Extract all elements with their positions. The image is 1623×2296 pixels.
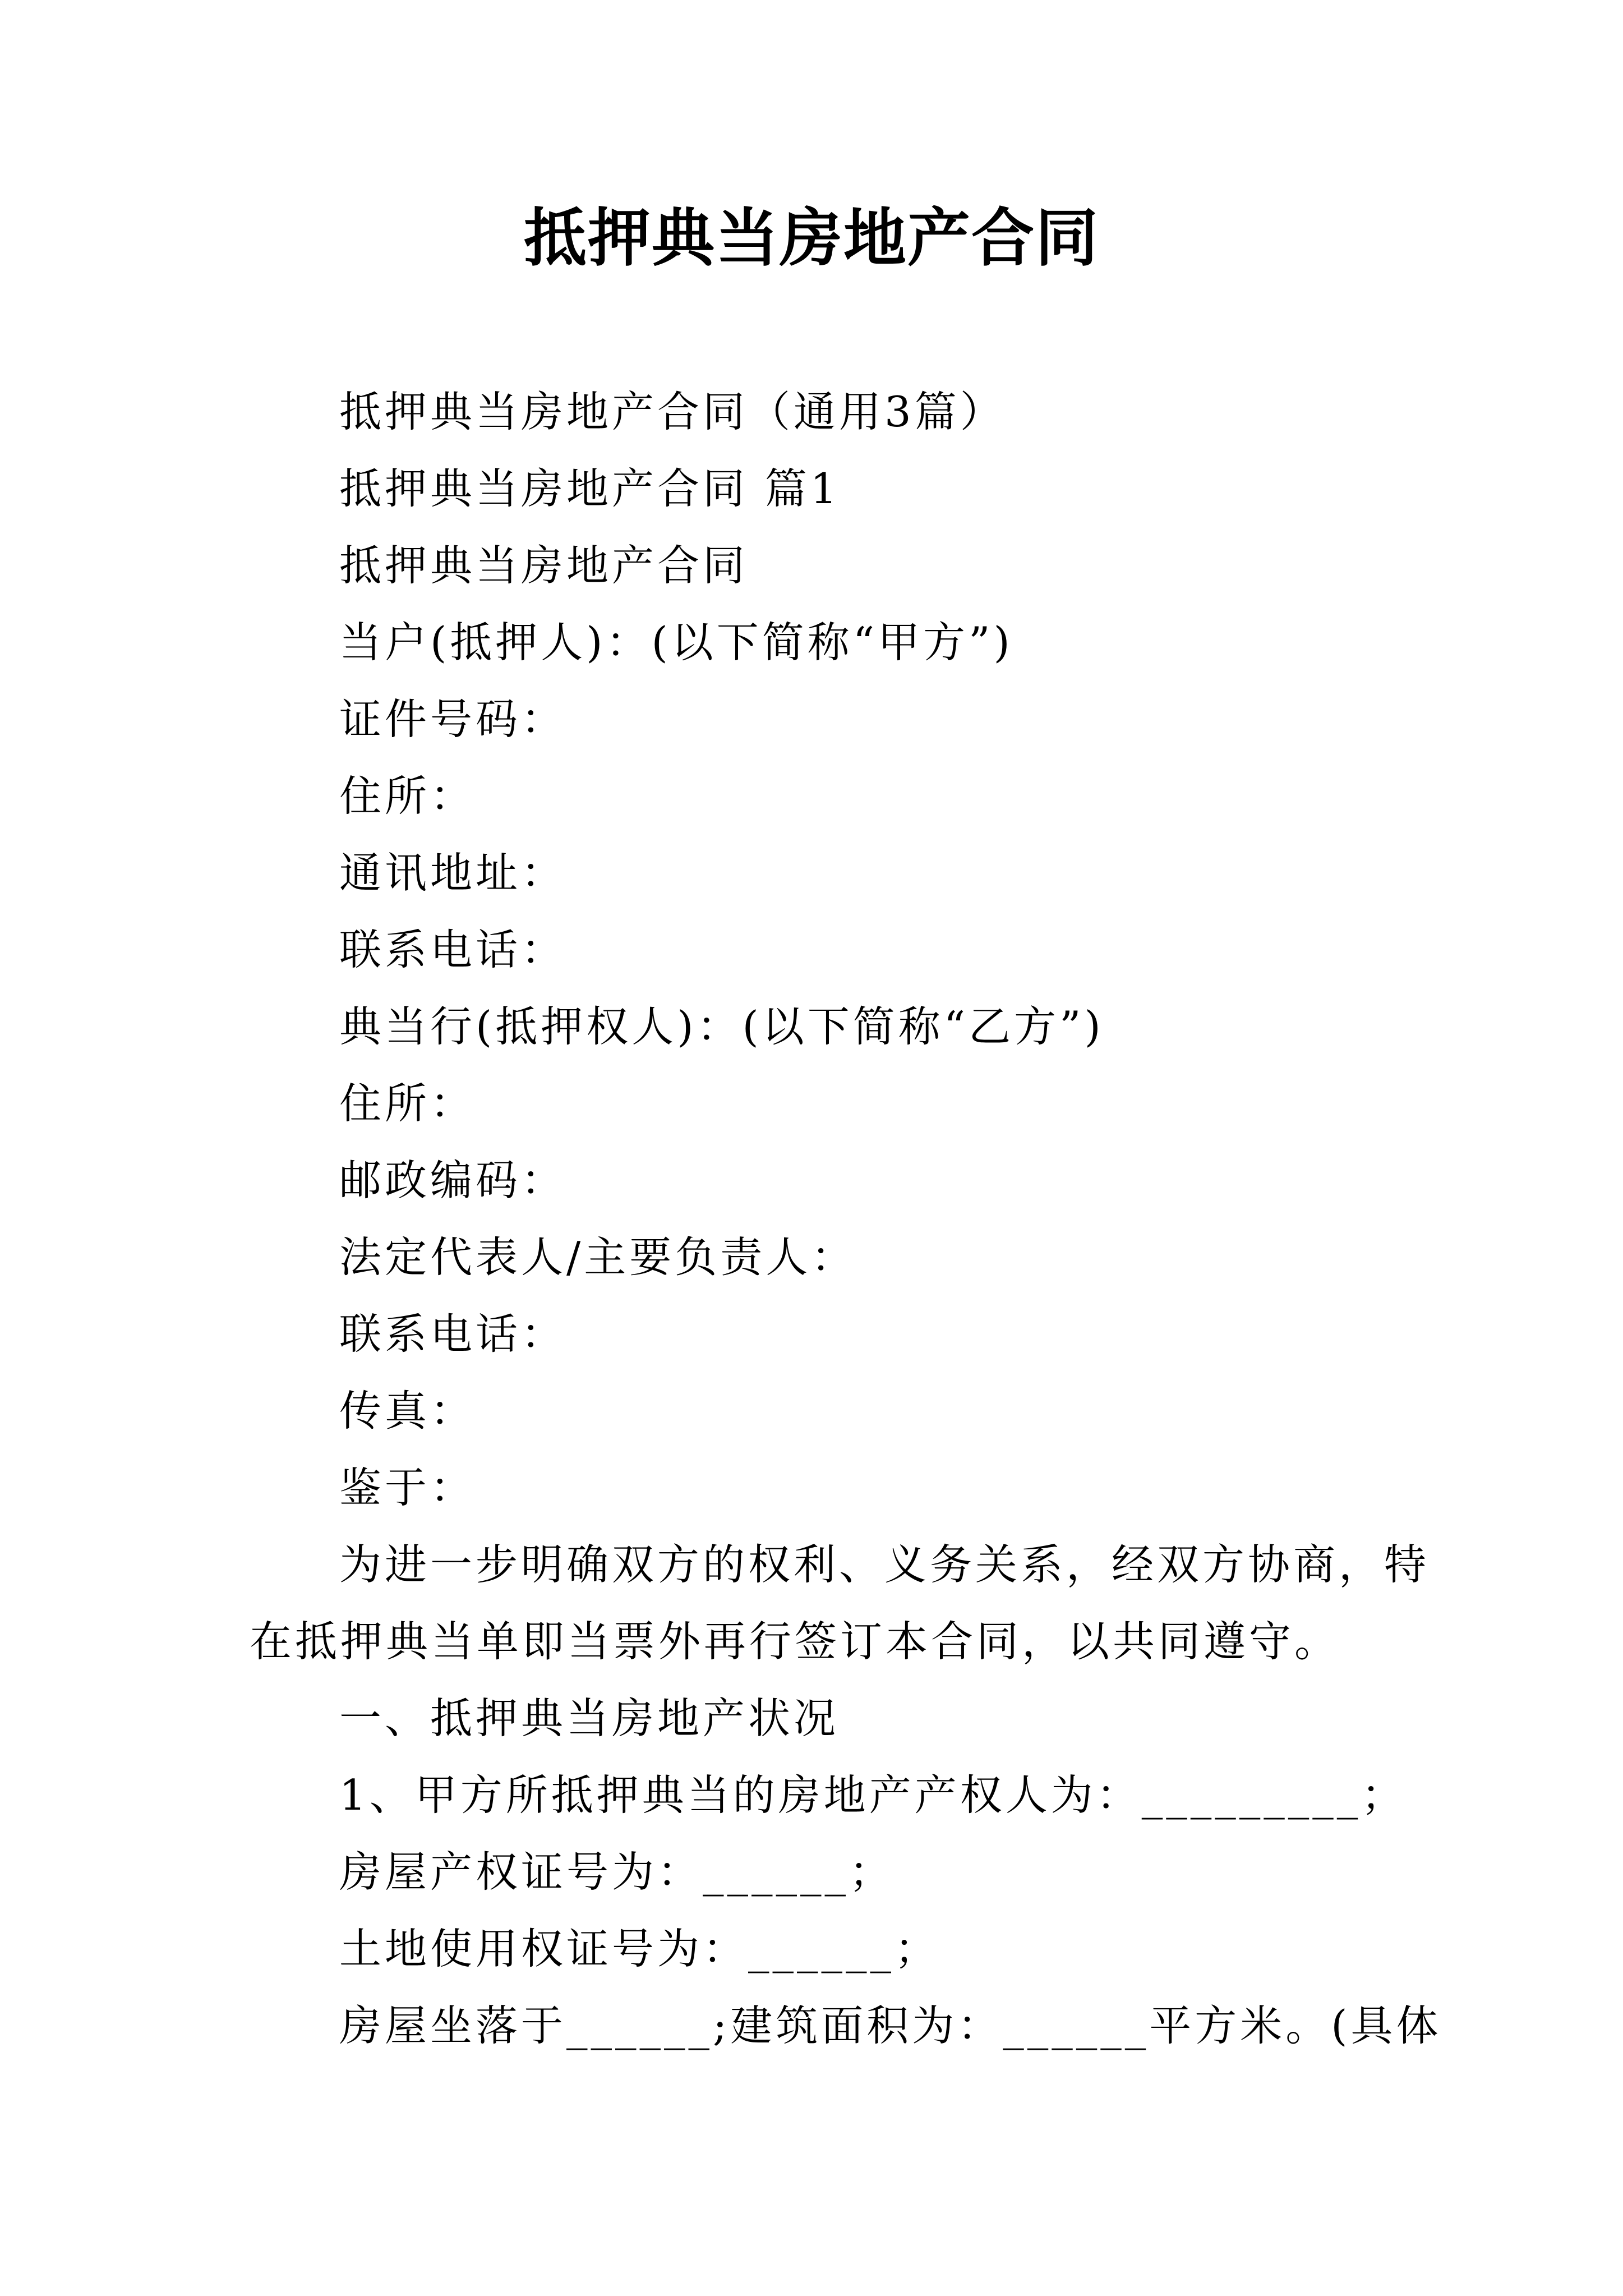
paragraph-line: 法定代表人/主要负责人：	[339, 1232, 857, 1282]
section-heading: 一、抵押典当房地产状况	[339, 1694, 840, 1743]
paragraph-line: 土地使用权证号为：______；	[339, 1924, 940, 1973]
paragraph-line: 为进一步明确双方的权利、义务关系，经双方协商，特	[339, 1540, 1430, 1589]
paragraph-line: 传真：	[339, 1386, 476, 1435]
paragraph-line: 联系电话：	[339, 1309, 567, 1359]
paragraph-line: 典当行(抵押权人)：(以下简称“乙方”)	[339, 1002, 1104, 1051]
paragraph-line: 当户(抵押人)：(以下简称“甲方”)	[339, 618, 1013, 667]
paragraph-line: 邮政编码：	[339, 1156, 567, 1205]
paragraph-line: 住所：	[339, 771, 476, 821]
paragraph-line-continuation: 在抵押典当单即当票外再行签订本合同，以共同遵守。	[250, 1617, 1340, 1666]
paragraph-line: 1、甲方所抵押典当的房地产产权人为：_________；	[339, 1770, 1407, 1820]
paragraph-line: 住所：	[339, 1079, 476, 1128]
document-body	[250, 374, 1442, 2064]
paragraph-line: 证件号码：	[339, 694, 567, 744]
paragraph-line: 联系电话：	[339, 925, 567, 974]
paragraph-line: 房屋产权证号为：______；	[339, 1847, 895, 1897]
paragraph-line: 抵押典当房地产合同（通用3篇）	[339, 387, 1006, 436]
paragraph-line: 鉴于：	[339, 1463, 476, 1512]
paragraph-line: 通讯地址：	[339, 848, 567, 898]
paragraph-line: 房屋坐落于______;建筑面积为：______平方米。(具体	[339, 2001, 1442, 2050]
paragraph-line: 抵押典当房地产合同 篇1	[339, 464, 841, 513]
document-title: 抵押典当房地产合同	[524, 201, 1099, 275]
paragraph-line: 抵押典当房地产合同	[339, 541, 749, 590]
